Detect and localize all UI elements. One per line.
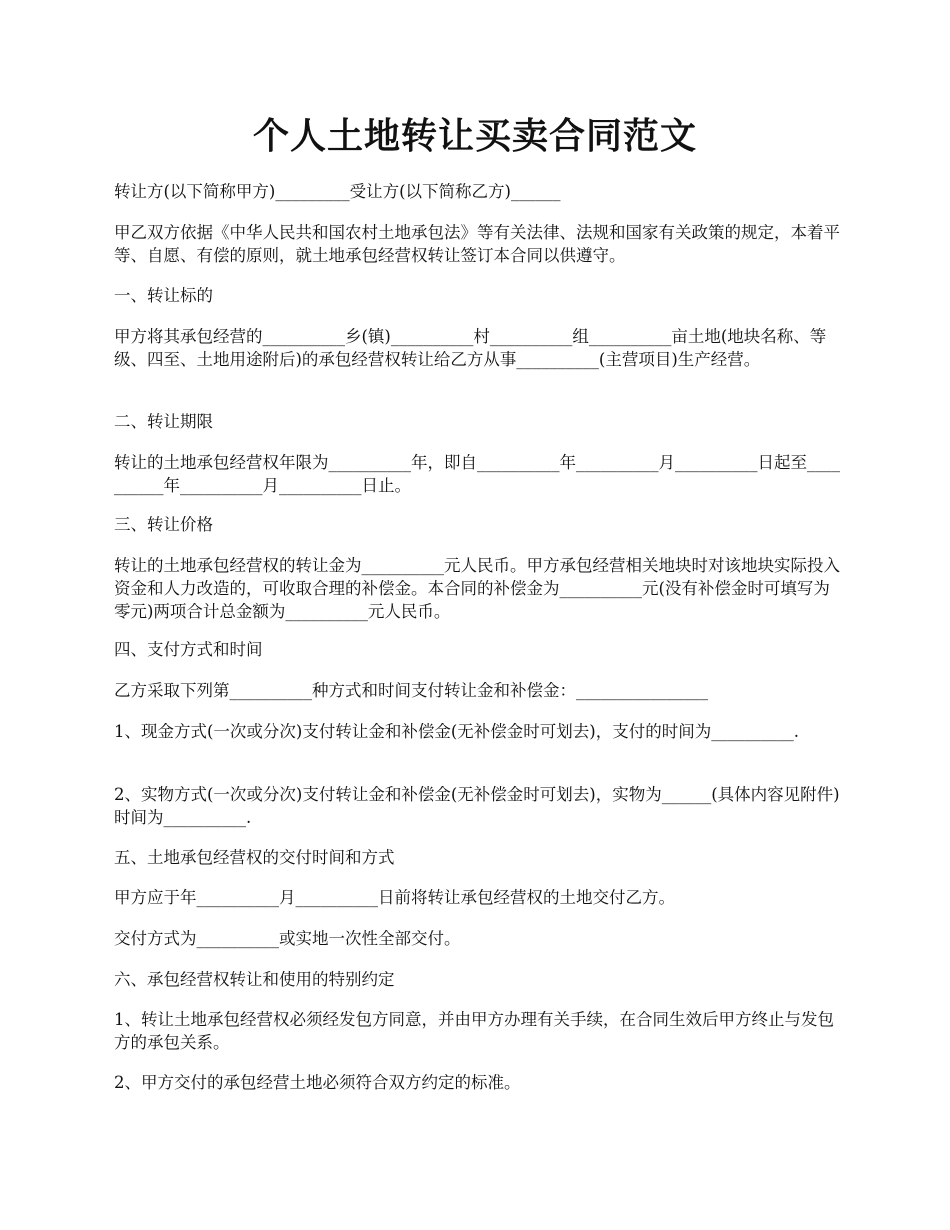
section-3-paragraph: 转让的土地承包经营权的转让金为__________元人民币。甲方承包经营相关地块时对该地块实际投入资金和人力改造的，可收取合理的补偿金。本合同的补偿金为__________元(没有补偿金时可填写为零元)两项合计总金额为__________元人民币。: [114, 556, 840, 621]
section-1-paragraph: 甲方将其承包经营的__________乡(镇)__________村__________组__________亩土地(地块名称、等级、四至、土地用途附后)的承包经营权转让给乙方从事__________(主营项目)生产经营。: [114, 327, 827, 369]
section-heading-5: 五、土地承包经营权的交付时间和方式: [114, 848, 395, 867]
document-title: 个人土地转让买卖合同范文: [252, 115, 697, 157]
section-heading-1: 一、转让标的: [114, 286, 213, 305]
section-4-item-2: 2、实物方式(一次或分次)支付转让金和补偿金(无补偿金时可划去)，实物为______(具体内容见附件)时间为__________.: [114, 785, 840, 827]
section-2-paragraph: 转让的土地承包经营权年限为__________年，即自__________年__________月__________日起至__________年__________月__________日止。: [114, 453, 840, 495]
section-heading-6: 六、承包经营权转让和使用的特别约定: [114, 970, 395, 989]
section-5-paragraph-1: 甲方应于年__________月__________日前将转让承包经营权的土地交付乙方。: [114, 888, 675, 907]
preamble-paragraph: 甲乙双方依据《中华人民共和国农村土地承包法》等有关法律、法规和国家有关政策的规定，本着平等、自愿、有偿的原则，就土地承包经营权转让签订本合同以供遵守。: [114, 223, 840, 265]
section-heading-3: 三、转让价格: [114, 515, 213, 534]
section-6-item-1: 1、转让土地承包经营权必须经发包方同意，并由甲方办理有关手续，在合同生效后甲方终止与发包方的承包关系。: [114, 1010, 834, 1052]
section-4-paragraph: 乙方采取下列第__________种方式和时间支付转让金和补偿金：________________: [114, 681, 708, 700]
section-6-item-2: 2、甲方交付的承包经营土地必须符合双方约定的标准。: [114, 1073, 521, 1092]
section-heading-2: 二、转让期限: [114, 412, 213, 431]
section-5-paragraph-2: 交付方式为__________或实地一次性全部交付。: [114, 929, 461, 948]
party-line: 转让方(以下简称甲方)_________受让方(以下简称乙方)______: [114, 182, 561, 201]
section-4-item-1: 1、现金方式(一次或分次)支付转让金和补偿金(无补偿金时可划去)，支付的时间为__________.: [114, 722, 799, 741]
section-heading-4: 四、支付方式和时间: [114, 640, 263, 659]
